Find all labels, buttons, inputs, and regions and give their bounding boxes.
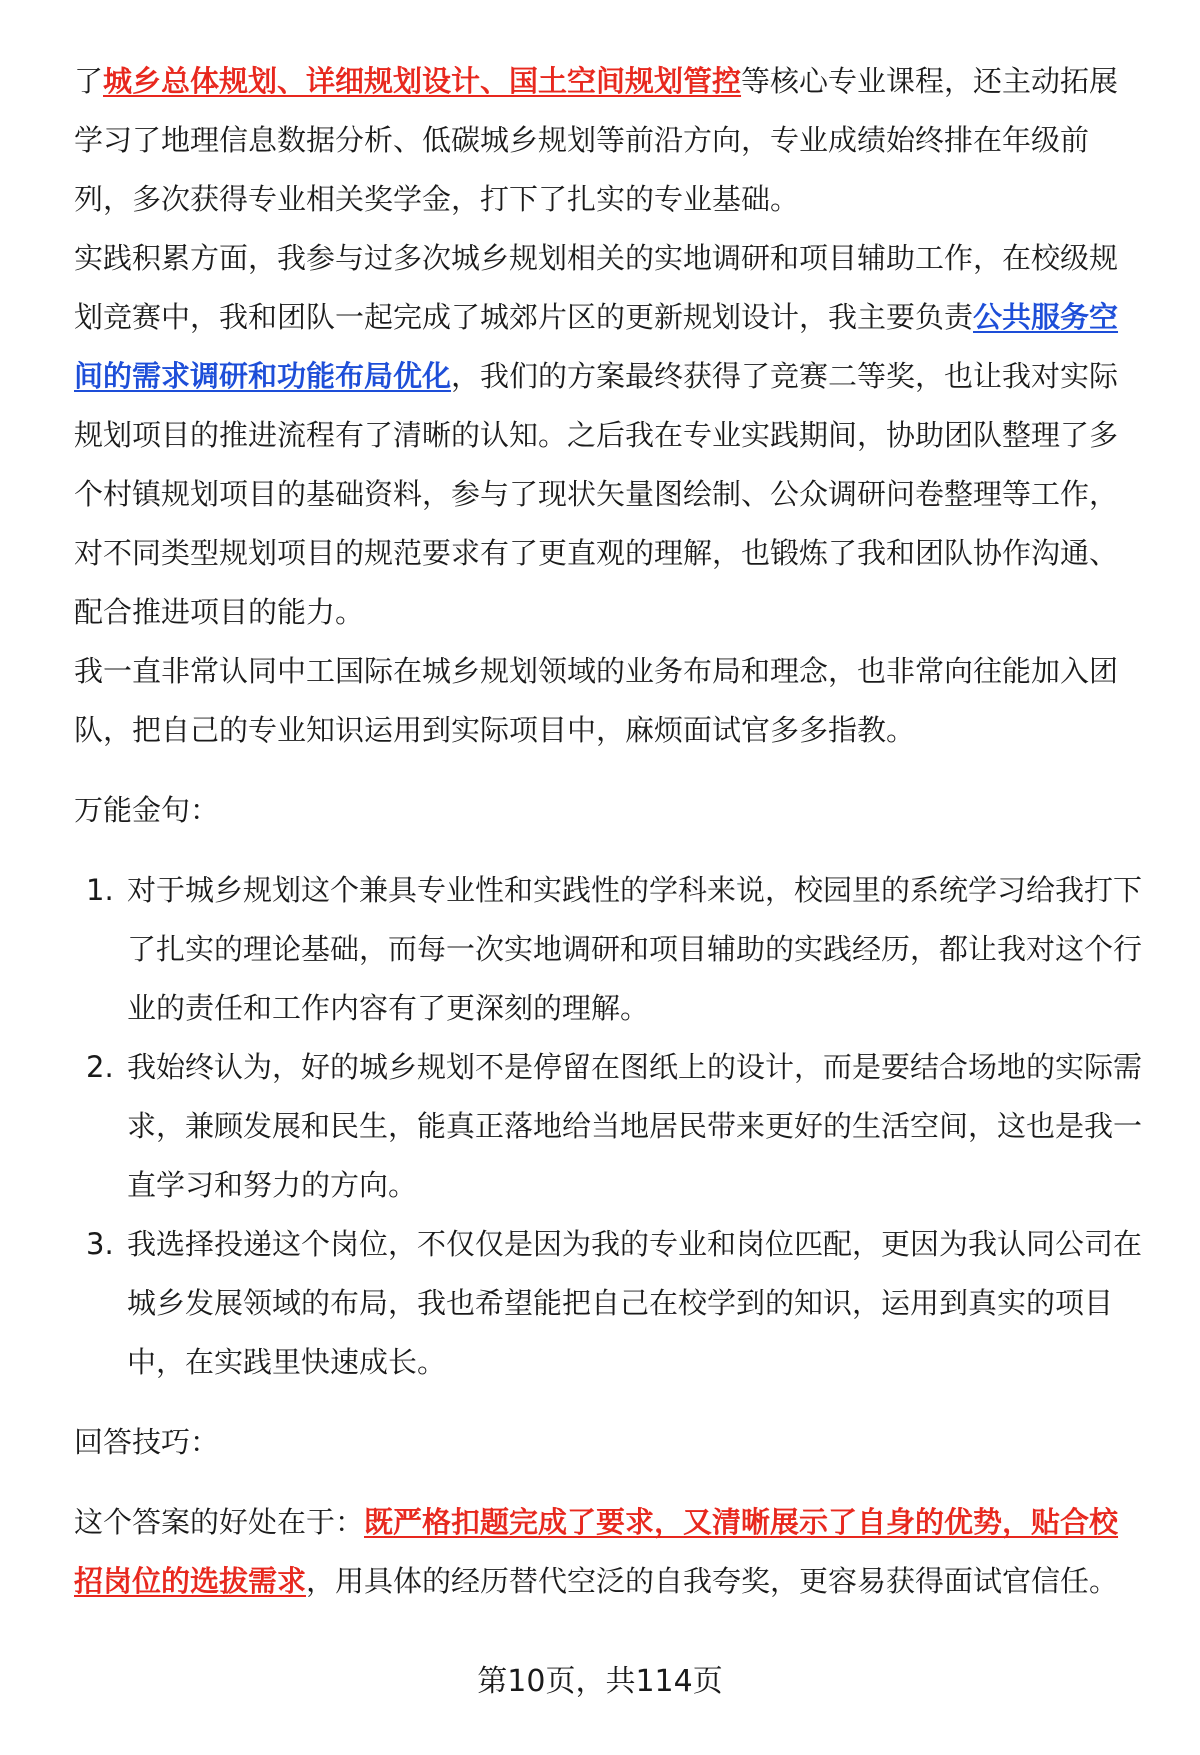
document-page	[74, 52, 1144, 1611]
list-item-text: 我选择投递这个岗位，不仅仅是因为我的专业和岗位匹配，更因为我认同公司在城乡发展领域的布局，我也希望能把自己在校学到的知识，运用到真实的项目中，在实践里快速成长。	[127, 1227, 1143, 1379]
highlight-core-courses: 城乡总体规划、详细规划设计、国土空间规划管控	[103, 64, 742, 98]
answer-tips-paragraph	[74, 1493, 1144, 1611]
list-item	[74, 1038, 1144, 1215]
paragraph-practice-before: 实践积累方面，我参与过多次城乡规划相关的实地调研和项目辅助工作，在校级规划竞赛中，我和团队一起完成了城郊片区的更新规划设计，我主要负责	[74, 241, 1119, 334]
list-item-number: 1.	[86, 873, 114, 907]
list-item	[74, 1215, 1144, 1392]
highlight-responsibility: 公共服务空间的需求调研和功能布局优化	[74, 300, 1119, 393]
tips-before: 这个答案的好处在于：	[74, 1505, 365, 1539]
answer-tips-heading: 回答技巧：	[74, 1425, 220, 1459]
paragraph-courses-after: 等核心专业课程，还主动拓展学习了地理信息数据分析、低碳城乡规划等前沿方向，专业成绩始终排在年级前列，多次获得专业相关奖学金，打下了扎实的专业基础。	[74, 64, 1119, 216]
list-item-number: 2.	[86, 1050, 114, 1084]
paragraph-courses-before: 了	[74, 64, 104, 98]
list-item	[74, 861, 1144, 1038]
golden-sentences-list	[74, 861, 1144, 1392]
paragraph-courses	[74, 52, 1144, 229]
tips-after: ，用具体的经历替代空泛的自我夸奖，更容易获得面试官信任。	[306, 1564, 1119, 1598]
list-item-number: 3.	[86, 1227, 114, 1261]
paragraph-practice	[74, 229, 1144, 642]
list-item-text: 我始终认为，好的城乡规划不是停留在图纸上的设计，而是要结合场地的实际需求，兼顾发展和民生，能真正落地给当地居民带来更好的生活空间，这也是我一直学习和努力的方向。	[127, 1050, 1143, 1202]
paragraph-motivation: 我一直非常认同中工国际在城乡规划领域的业务布局和理念，也非常向往能加入团队，把自己的专业知识运用到实际项目中，麻烦面试官多多指教。	[74, 654, 1119, 747]
paragraph-practice-after: ，我们的方案最终获得了竞赛二等奖，也让我对实际规划项目的推进流程有了清晰的认知。之后我在专业实践期间，协助团队整理了多个村镇规划项目的基础资料，参与了现状矢量图绘制、公众调研问卷整理等工作，对不同类型规划项目的规范要求有了更直观的理解，也锻炼了我和团队协作沟通、配合推进项目的能力。	[74, 359, 1119, 629]
page-number-footer: 第10页，共114页	[477, 1664, 723, 1699]
highlight-answer-strength: 既严格扣题完成了要求，又清晰展示了自身的优势，贴合校招岗位的选拔需求	[74, 1505, 1119, 1598]
golden-sentences-heading: 万能金句：	[74, 793, 220, 827]
list-item-text: 对于城乡规划这个兼具专业性和实践性的学科来说，校园里的系统学习给我打下了扎实的理论基础，而每一次实地调研和项目辅助的实践经历，都让我对这个行业的责任和工作内容有了更深刻的理解。	[127, 873, 1143, 1025]
